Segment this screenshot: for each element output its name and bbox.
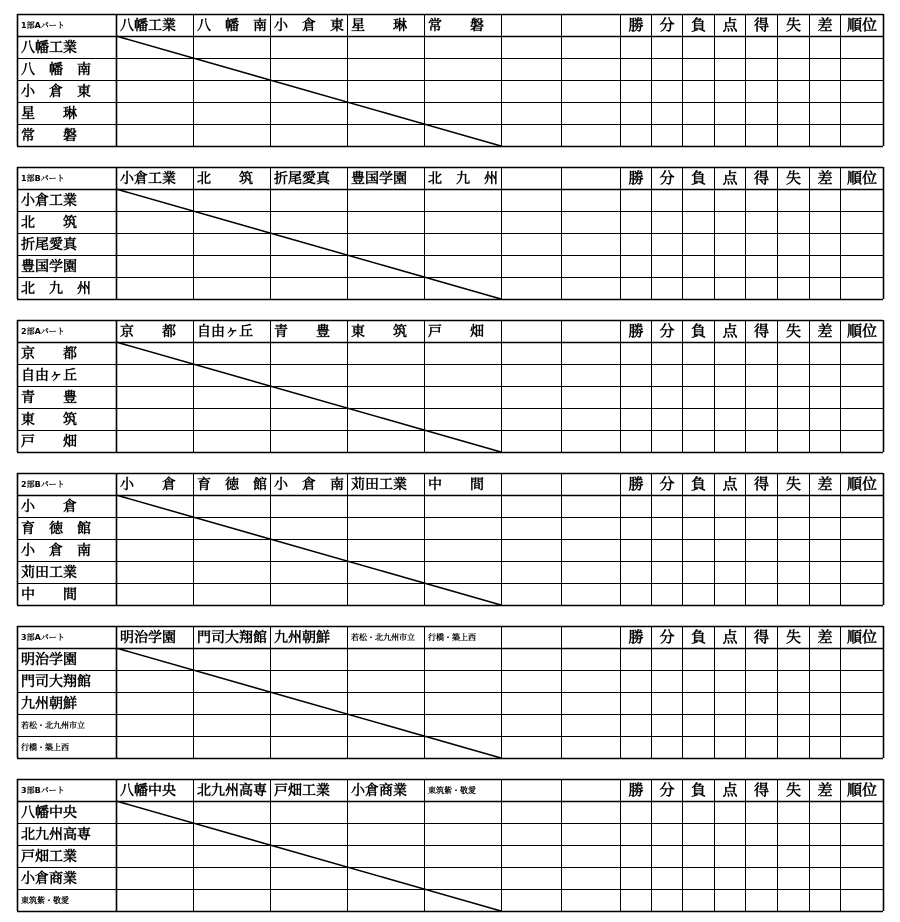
- stat-header: 分: [659, 169, 675, 187]
- stat-header: 差: [817, 169, 833, 187]
- self-match-diagonal: [116, 342, 501, 452]
- stat-header: 勝: [628, 16, 644, 34]
- row-team-name: 北九州高専: [21, 826, 91, 843]
- row-team-name: 北 筑: [21, 214, 77, 231]
- stat-header: 失: [785, 475, 801, 493]
- league-title: 1部Bパート: [21, 173, 65, 183]
- row-team-name: 育 徳 館: [21, 520, 91, 537]
- row-team-name: 小倉工業: [21, 192, 77, 209]
- row-team-name: 小倉商業: [21, 870, 77, 887]
- stat-header: 点: [722, 781, 738, 799]
- stat-header: 得: [753, 781, 769, 799]
- stat-header: 得: [753, 16, 769, 34]
- league-title: 1部Aパート: [21, 20, 65, 30]
- stat-header: 勝: [628, 322, 644, 340]
- stat-header: 失: [785, 169, 801, 187]
- self-match-diagonal: [116, 36, 501, 146]
- header-team-name: 北九州高専: [197, 782, 267, 799]
- stat-header: 失: [785, 322, 801, 340]
- header-team-name: 小 倉: [120, 476, 176, 493]
- row-team-name: 折尾愛真: [21, 236, 77, 253]
- league-table: [17, 167, 883, 300]
- stat-header: 得: [753, 475, 769, 493]
- row-team-name: 東筑紫・敬愛: [21, 895, 69, 905]
- stat-header: 順位: [846, 628, 877, 646]
- header-team-name: 小倉工業: [120, 170, 176, 187]
- stat-header: 負: [690, 628, 706, 646]
- stat-header: 分: [659, 16, 675, 34]
- row-team-name: 戸畑工業: [21, 848, 77, 865]
- header-team-name: 九州朝鮮: [274, 629, 330, 646]
- stat-header: 失: [785, 16, 801, 34]
- stat-header: 得: [753, 628, 769, 646]
- stat-header: 失: [785, 781, 801, 799]
- header-team-name: 星 琳: [351, 17, 407, 34]
- header-team-name: 育 徳 館: [197, 476, 267, 493]
- header-team-name: 戸畑工業: [274, 782, 330, 799]
- row-team-name: 青 豊: [21, 389, 77, 406]
- row-team-name: 八 幡 南: [21, 61, 91, 78]
- row-team-name: 東 筑: [21, 411, 77, 428]
- league-table: [17, 473, 883, 606]
- stat-header: 分: [659, 628, 675, 646]
- stat-header: 勝: [628, 628, 644, 646]
- stat-header: 点: [722, 169, 738, 187]
- stat-header: 負: [690, 781, 706, 799]
- header-team-name: 戸 畑: [428, 323, 484, 340]
- header-team-name: 小 倉 南: [274, 476, 344, 493]
- stat-header: 順位: [846, 322, 877, 340]
- header-team-name: 常 磐: [428, 17, 484, 34]
- row-team-name: 中 間: [21, 586, 77, 603]
- row-team-name: 常 磐: [21, 127, 77, 144]
- self-match-diagonal: [116, 189, 501, 299]
- row-team-name: 小 倉 南: [21, 542, 91, 559]
- stat-header: 順位: [846, 475, 877, 493]
- row-team-name: 北 九 州: [21, 280, 91, 297]
- header-team-name: 自由ヶ丘: [197, 323, 253, 340]
- self-match-diagonal: [116, 495, 501, 605]
- row-team-name: 小 倉: [21, 498, 77, 515]
- row-team-name: 小 倉 東: [21, 83, 91, 100]
- header-team-name: 門司大翔館: [197, 629, 267, 646]
- row-team-name: 門司大翔館: [21, 673, 91, 690]
- league-title: 2部Aパート: [21, 326, 65, 336]
- row-team-name: 戸 畑: [21, 433, 77, 450]
- header-team-name: 中 間: [428, 476, 484, 493]
- stat-header: 差: [817, 322, 833, 340]
- stat-header: 負: [690, 322, 706, 340]
- league-table: [17, 779, 883, 912]
- header-team-name: 小 倉 東: [274, 17, 344, 34]
- stat-header: 差: [817, 475, 833, 493]
- header-team-name: 八幡中央: [120, 782, 176, 799]
- stat-header: 順位: [846, 16, 877, 34]
- stat-header: 点: [722, 16, 738, 34]
- league-title: 2部Bパート: [21, 479, 65, 489]
- stat-header: 勝: [628, 475, 644, 493]
- row-team-name: 星 琳: [21, 105, 77, 122]
- header-team-name: 北 筑: [197, 170, 253, 187]
- header-team-name: 折尾愛真: [274, 170, 330, 187]
- stat-header: 分: [659, 322, 675, 340]
- header-team-name: 八幡工業: [120, 17, 176, 34]
- stat-header: 負: [690, 16, 706, 34]
- header-team-name: 青 豊: [274, 323, 330, 340]
- header-team-name: 行橋・築上西: [428, 632, 476, 642]
- row-team-name: 八幡工業: [21, 39, 77, 56]
- league-table: [17, 320, 883, 453]
- row-team-name: 豊国学園: [21, 258, 77, 275]
- league-table: [17, 626, 883, 759]
- league-title: 3部Bパート: [21, 785, 65, 795]
- stat-header: 勝: [628, 781, 644, 799]
- header-team-name: 京 都: [120, 323, 176, 340]
- header-team-name: 豊国学園: [351, 170, 407, 187]
- stat-header: 得: [753, 322, 769, 340]
- header-team-name: 東 筑: [351, 323, 407, 340]
- row-team-name: 若松・北九州市立: [21, 720, 85, 730]
- stat-header: 順位: [846, 169, 877, 187]
- header-team-name: 東筑紫・敬愛: [428, 785, 476, 795]
- stat-header: 差: [817, 16, 833, 34]
- header-team-name: 小倉商業: [351, 782, 407, 799]
- header-team-name: 明治学園: [120, 629, 176, 646]
- header-team-name: 苅田工業: [351, 476, 407, 493]
- stat-header: 点: [722, 475, 738, 493]
- row-team-name: 自由ヶ丘: [21, 367, 77, 384]
- stat-header: 負: [690, 475, 706, 493]
- row-team-name: 京 都: [21, 345, 77, 362]
- row-team-name: 明治学園: [21, 651, 77, 668]
- header-team-name: 北 九 州: [428, 170, 498, 187]
- stat-header: 得: [753, 169, 769, 187]
- league-title: 3部Aパート: [21, 632, 65, 642]
- stat-header: 分: [659, 475, 675, 493]
- stat-header: 点: [722, 628, 738, 646]
- row-team-name: 苅田工業: [21, 564, 77, 581]
- stat-header: 点: [722, 322, 738, 340]
- league-table: [17, 14, 883, 147]
- self-match-diagonal: [116, 801, 501, 911]
- header-team-name: 八 幡 南: [197, 17, 267, 34]
- header-team-name: 若松・北九州市立: [351, 632, 415, 642]
- row-team-name: 行橋・築上西: [21, 742, 69, 752]
- row-team-name: 八幡中央: [21, 804, 77, 821]
- self-match-diagonal: [116, 648, 501, 758]
- stat-header: 差: [817, 628, 833, 646]
- stat-header: 差: [817, 781, 833, 799]
- stat-header: 順位: [846, 781, 877, 799]
- row-team-name: 九州朝鮮: [21, 695, 77, 712]
- stat-header: 勝: [628, 169, 644, 187]
- stat-header: 分: [659, 781, 675, 799]
- stat-header: 負: [690, 169, 706, 187]
- stat-header: 失: [785, 628, 801, 646]
